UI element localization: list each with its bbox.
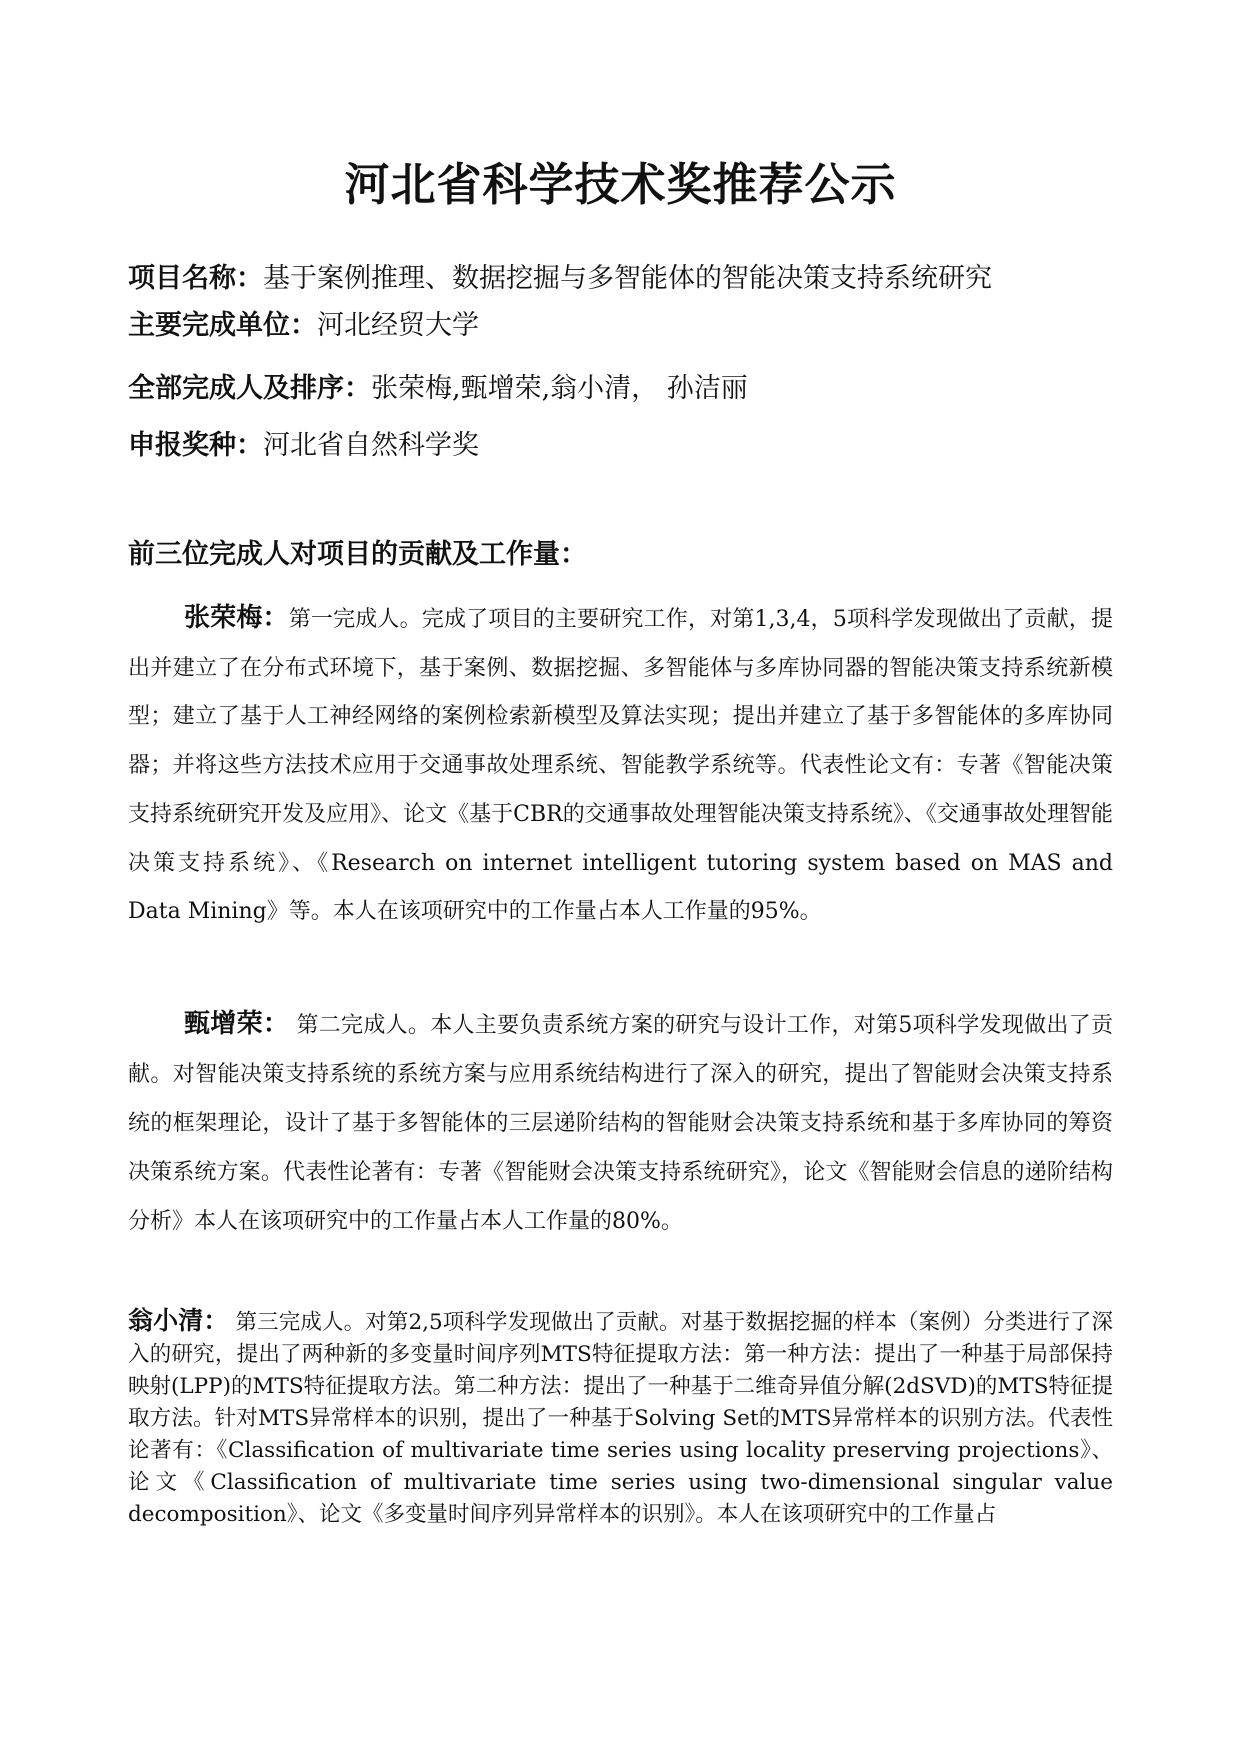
- contributor-paragraph-1: [128, 594, 1113, 937]
- project-name-label: 项目名称：: [128, 263, 263, 294]
- unit-value: 河北经贸大学: [317, 310, 479, 341]
- award-label: 申报奖种：: [128, 430, 263, 461]
- project-name-field: [128, 256, 1128, 295]
- contributor-text: 第三完成人。对第2,5项科学发现做出了贡献。对基于数据挖掘的样本（案例）分类进行了深入的研究，提出了两种新的多变量时间序列MTS特征提取方法：第一种方法：提出了一种基于局部保持映射(LPP)的MTS特征提取方法。第二种方法：提出了一种基于二维奇异值分解(2dSVD)的MTS特征提取方法。针对MTS异常样本的识别，提出了一种基于Solving Set的MTS异常样本的识别方法。代表性论著有：《Classification of multivariate time series using locality preserving projections》、论文《Classification of multivariate time series using two-dimensional singular value decomposition》、论文《多变量时间序列异常样本的识别》。本人在该项研究中的工作量占: [128, 1310, 1113, 1527]
- award-field: [128, 423, 1128, 462]
- award-value: 河北省自然科学奖: [263, 430, 479, 461]
- document-title: 河北省科学技术奖推荐公示: [344, 158, 897, 211]
- contributor-name: 翁小清：: [128, 1306, 229, 1335]
- contributor-name: 张荣梅：: [184, 603, 289, 633]
- contributor-paragraph-2: [128, 1000, 1113, 1246]
- completers-field: [128, 366, 1128, 405]
- unit-label: 主要完成单位：: [128, 310, 317, 341]
- contributor-paragraph-3: [128, 1305, 1113, 1531]
- project-name-value: 基于案例推理、数据挖掘与多智能体的智能决策支持系统研究: [263, 263, 992, 294]
- unit-field: [128, 303, 1128, 342]
- contributor-text: 第一完成人。完成了项目的主要研究工作，对第1,3,4，5项科学发现做出了贡献，提出并建立了在分布式环境下，基于案例、数据挖掘、多智能体与多库协同器的智能决策支持系统新模型；建立了基于人工神经网络的案例检索新模型及算法实现；提出并建立了基于多智能体的多库协同器；并将这些方法技术应用于交通事故处理系统、智能教学系统等。代表性论文有：专著《智能决策支持系统研究开发及应用》、论文《基于CBR的交通事故处理智能决策支持系统》、《交通事故处理智能决策支持系统》、《Research on internet intelligent tutoring system based on MAS and Data Mining》等。本人在该项研究中的工作量占本人工作量的95%。: [128, 607, 1113, 925]
- contribution-heading: 前三位完成人对项目的贡献及工作量：: [128, 539, 587, 570]
- completers-label: 全部完成人及排序：: [128, 373, 371, 404]
- contributor-text: 第二完成人。本人主要负责系统方案的研究与设计工作，对第5项科学发现做出了贡献。对智能决策支持系统的系统方案与应用系统结构进行了深入的研究，提出了智能财会决策支持系统的框架理论，设计了基于多智能体的三层递阶结构的智能财会决策支持系统和基于多库协同的筹资决策系统方案。代表性论著有：专著《智能财会决策支持系统研究》，论文《智能财会信息的递阶结构分析》本人在该项研究中的工作量占本人工作量的80%。: [128, 1013, 1113, 1234]
- completers-value: 张荣梅,甄增荣,翁小清， 孙洁丽: [371, 373, 748, 404]
- contributor-name: 甄增荣：: [184, 1009, 290, 1039]
